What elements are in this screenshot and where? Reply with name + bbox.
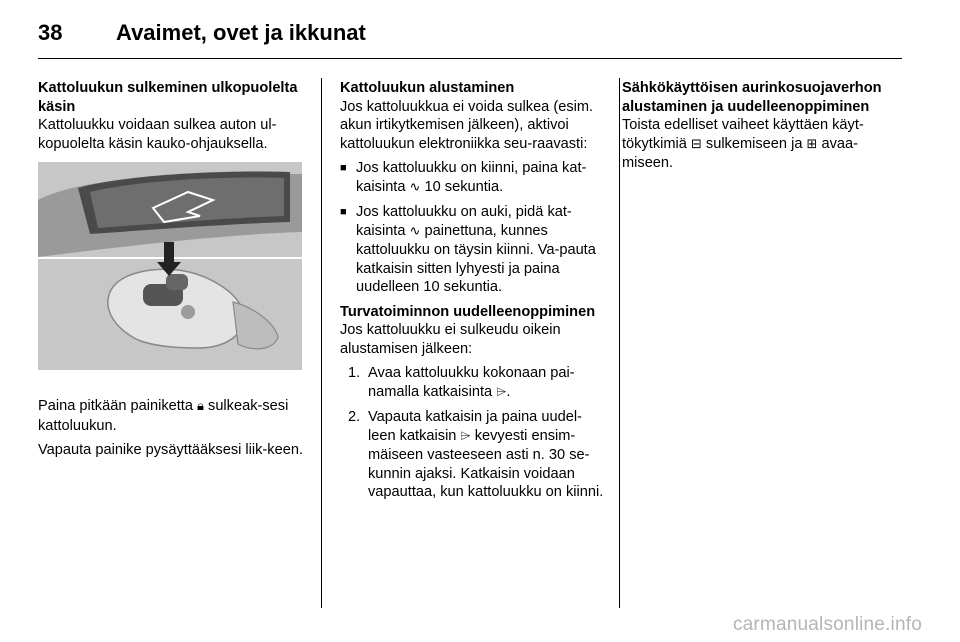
numbered-list	[340, 364, 608, 502]
paragraph: Vapauta painike pysäyttääksesi liik-keen.	[38, 442, 303, 458]
column-1	[38, 79, 306, 466]
list-item: 2. Vapauta katkaisin ja paina uudel-leen katkaisin ⌲ kevyesti ensim-mäiseen vasteeseen asti n. 30 se-kunnin ajaksi. Katkaisin voidaan vapauttaa, kun kattoluukku on kiinni.	[348, 409, 604, 500]
paragraph: Jos kattoluukkua ei voida sulkea (esim. akun irtikytkemisen jälkeen), aktivoi kattoluukun elektroniikka seu-raavasti:	[340, 98, 594, 152]
section-heading: Turvatoiminnon uudelleenoppiminen	[340, 303, 596, 320]
sunshade-open-icon: ⊞	[806, 136, 818, 152]
sunshade-close-icon: ⊟	[690, 136, 702, 152]
paragraph: Paina pitkään painiketta 🔒︎ sulkeak-sesi kattoluukun.	[38, 398, 289, 434]
list-item: ■ Jos kattoluukku on kiinni, paina kat-kaisinta ∿ 10 sekuntia.	[340, 159, 608, 197]
section-heading: Kattoluukun alustaminen	[340, 80, 515, 96]
page-title: Avaimet, ovet ja ikkunat	[116, 20, 366, 45]
section-heading: Sähkökäyttöisen aurinkosuojaverhon alustaminen ja uudelleenoppiminen	[622, 80, 882, 115]
paragraph: Jos kattoluukku ei sulkeudu oikein alustamisen jälkeen:	[340, 322, 561, 357]
lock-button-icon: 🔒︎	[197, 399, 204, 414]
sunroof-tilt-icon: ∿	[409, 179, 421, 195]
sunroof-key-illustration	[38, 162, 302, 370]
column-divider	[619, 78, 620, 608]
sunroof-tilt-icon: ∿	[409, 223, 421, 239]
sunroof-open-icon: ⌲	[496, 384, 507, 400]
column-divider	[321, 78, 322, 608]
column-3	[622, 79, 908, 179]
column-2	[340, 79, 608, 508]
section-heading: Kattoluukun sulkeminen ulkopuolelta käsin	[38, 80, 298, 115]
list-item: ■ Jos kattoluukku on auki, pidä kat-kaisinta ∿ painettuna, kunnes kattoluukku on täysin kiinni. Va-pauta katkaisin sitten lyhyesti ja paina uudelleen 10 sekuntia.	[340, 203, 608, 297]
sunroof-open-icon: ⌲	[460, 428, 471, 444]
list-item: 1. Avaa kattoluukku kokonaan pai-namalla katkaisinta ⌲.	[340, 364, 608, 402]
paragraph: Toista edelliset vaiheet käyttäen käyt-tökytkimiä ⊟ sulkemiseen ja ⊞ avaa-miseen.	[622, 117, 864, 171]
bullet-list	[340, 159, 608, 297]
watermark: carmanualsonline.info	[732, 614, 922, 635]
page-header	[38, 14, 902, 59]
paragraph: Kattoluukku voidaan sulkea auton ul-kopuolelta käsin kauko-ohjauksella.	[38, 117, 277, 152]
page-number: 38	[38, 20, 63, 45]
